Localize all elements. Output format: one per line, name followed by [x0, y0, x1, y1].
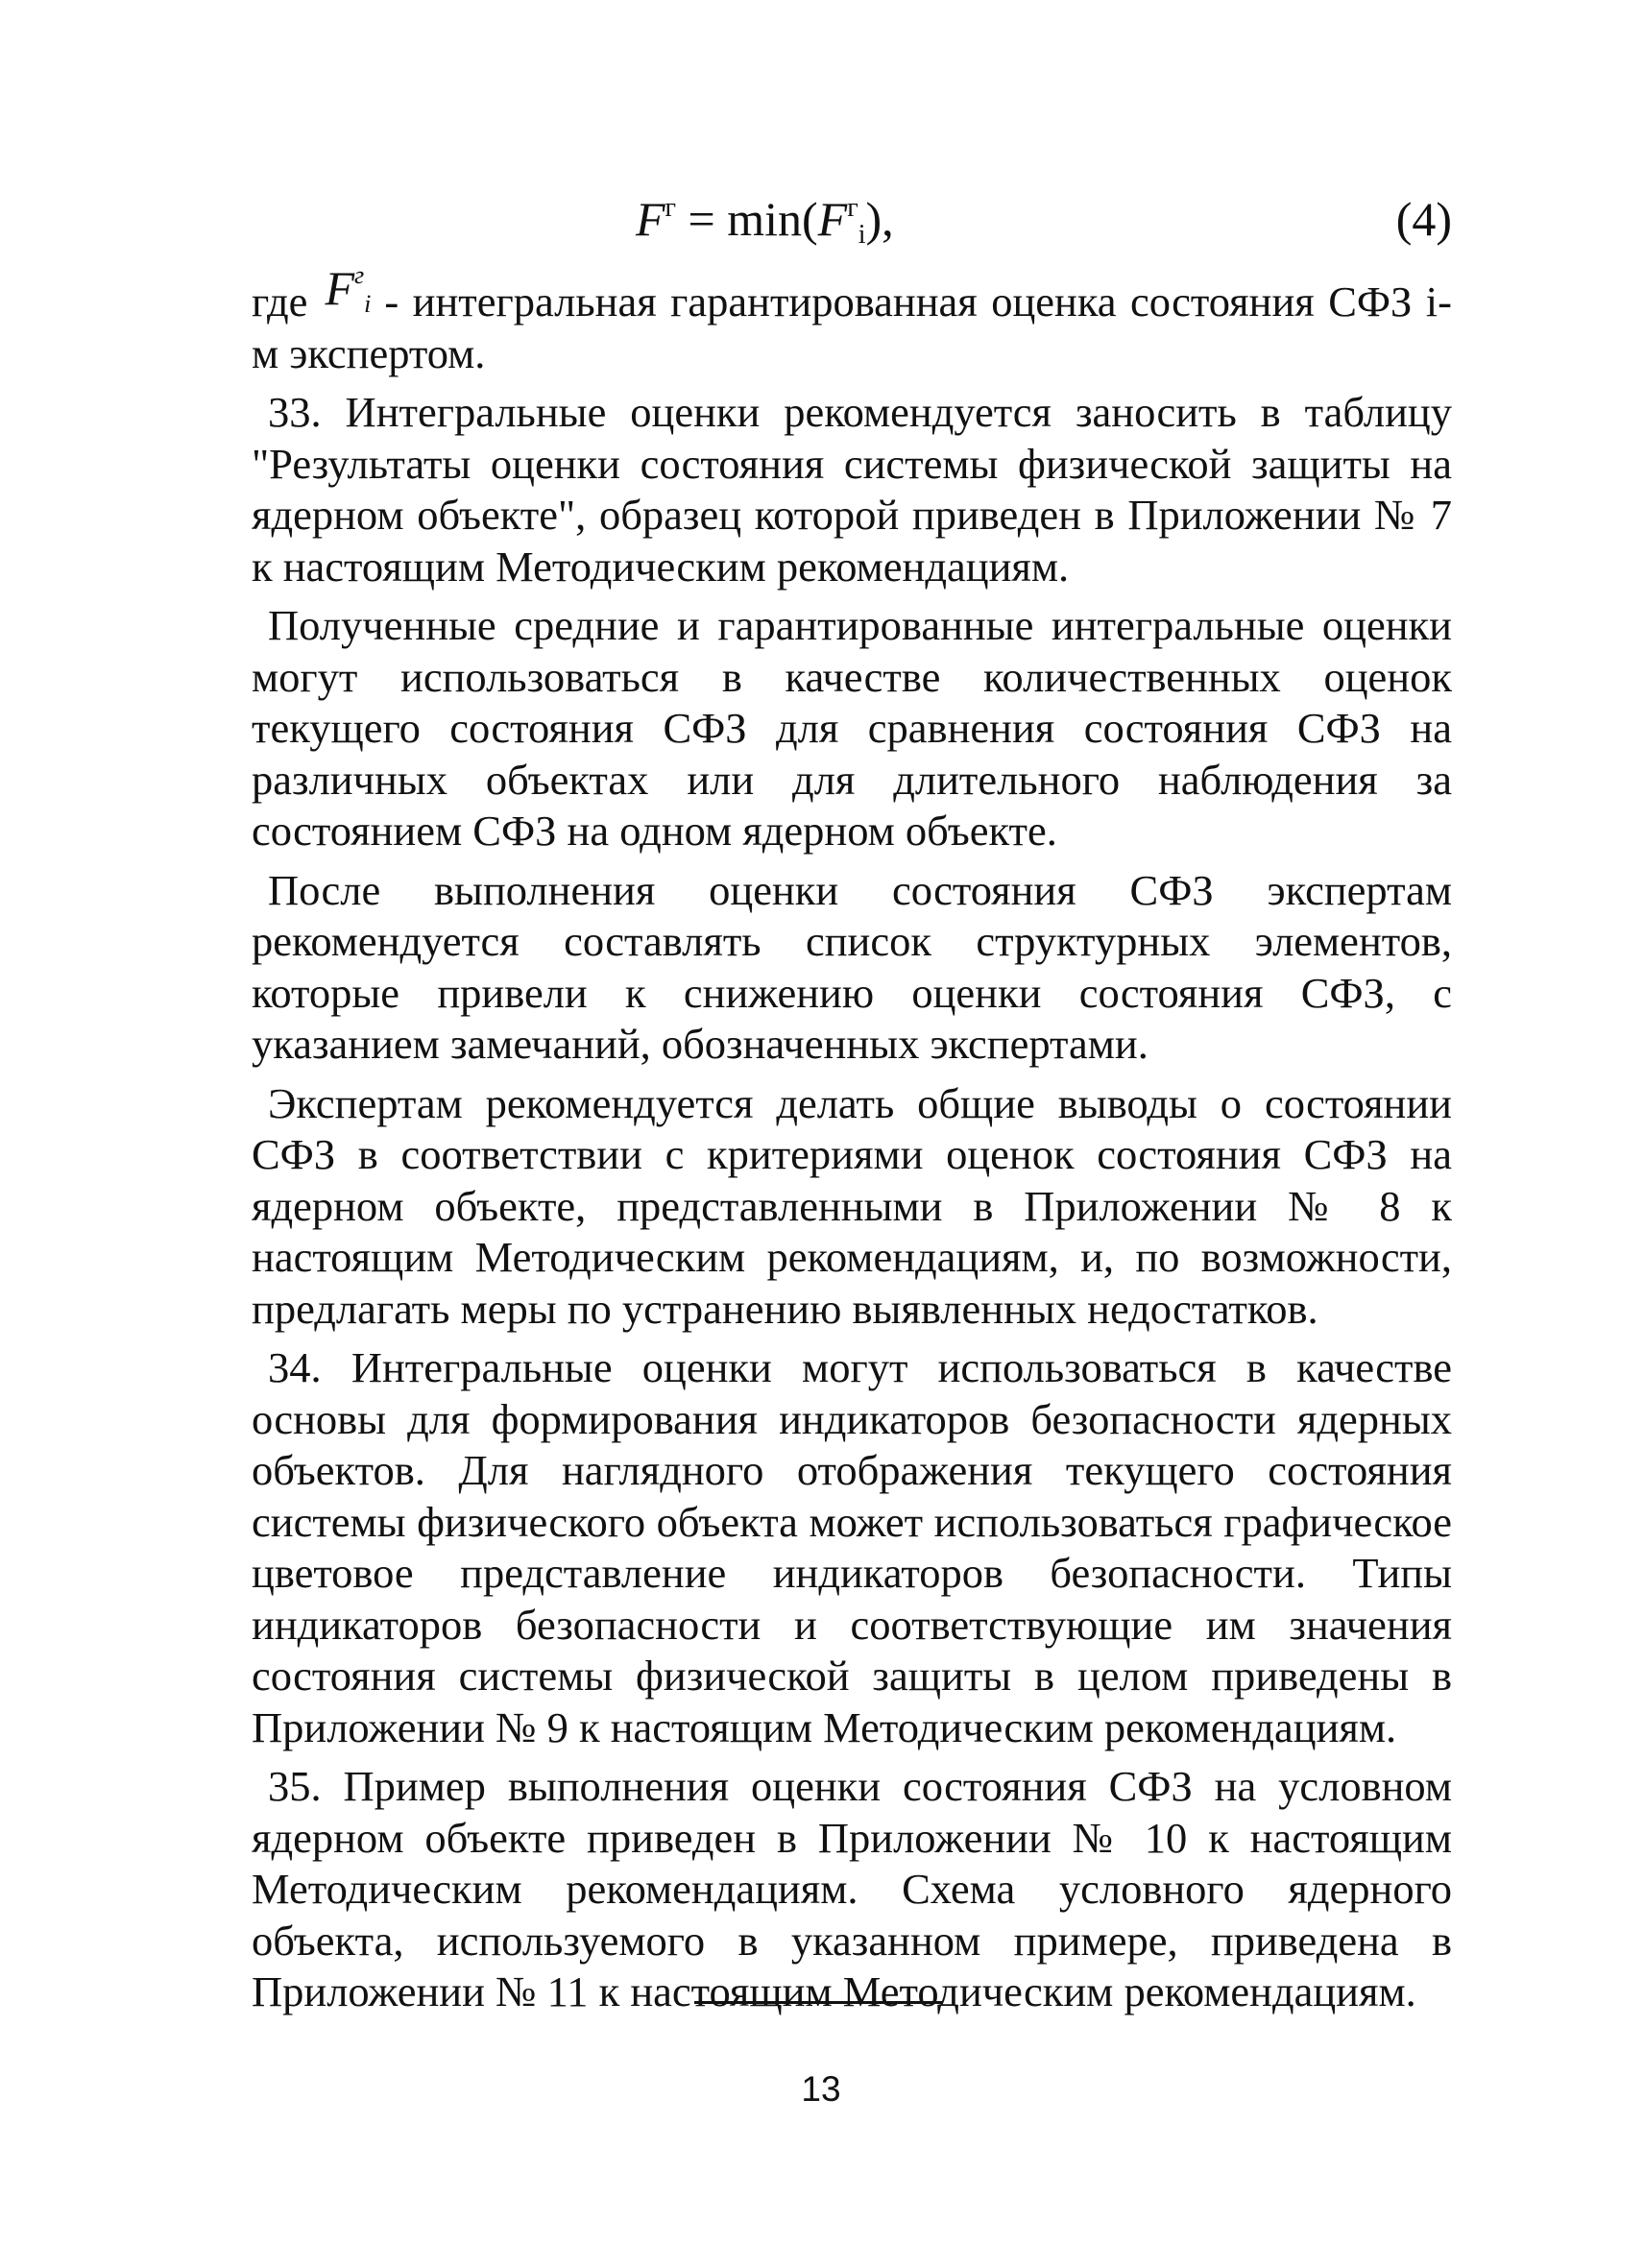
- page-number: 13: [801, 2069, 841, 2109]
- formula-lhs-sup: г: [665, 193, 677, 223]
- equation-number: (4): [1395, 192, 1452, 246]
- formula-4: [636, 181, 894, 257]
- formula-lhs-var: F: [636, 192, 665, 246]
- footer-divider: [694, 2001, 942, 2004]
- formula-close: ),: [865, 192, 894, 246]
- formula-arg-var: F: [817, 192, 848, 246]
- paragraph-conclusions: Экспертам рекомендуется делать общие выводы о состоянии СФЗ в соответствии с критериями оценок состояния СФЗ на ядерном объекте, представленными в Приложении № 8 к настоящим Методическим рекомендациям, и, по возможности, предлагать меры по устранению выявленных недостатков.: [252, 1078, 1452, 1333]
- where-var-sub: i: [364, 290, 372, 318]
- body-text: [252, 261, 1452, 2018]
- formula-arg-sub: i: [858, 220, 866, 250]
- formula-func: min(: [727, 192, 818, 246]
- paragraph-average-estimates: Полученные средние и гарантированные интегральные оценки могут использоваться в качестве количественных оценок текущего состояния СФЗ для сравнения состояния СФЗ на различных объектах или для длительного наблюдения за состоянием СФЗ на одном ядерном объекте.: [252, 601, 1452, 855]
- formula-arg-sup: г: [847, 193, 858, 223]
- where-text: - интегральная гарантированная оценка состояния СФЗ i-м экспертом.: [252, 277, 1452, 377]
- paragraph-34: 34. Интегральные оценки могут использоваться в качестве основы для формирования индикаторов безопасности ядерных объектов. Для наглядного отображения текущего состояния системы физического объекта может использоваться графическое цветовое представление индикаторов безопасности. Типы индикаторов безопасности и соответствующие им значения состояния системы физической защиты в целом приведены в Приложении № 9 к настоящим Методическим рекомендациям.: [252, 1343, 1452, 1751]
- where-variable: [325, 261, 372, 318]
- where-clause: [252, 261, 1452, 379]
- paragraph-structural-elements: После выполнения оценки состояния СФЗ экспертам рекомендуется составлять список структурных элементов, которые привели к снижению оценки состояния СФЗ, с указанием замечаний, обозначенных экспертами.: [252, 865, 1452, 1068]
- paragraph-33: 33. Интегральные оценки рекомендуется заносить в таблицу "Результаты оценки состояния системы физической защиты на ядерном объекте", образец которой приведен в Приложении № 7 к настоящим Методическим рекомендациям.: [252, 388, 1452, 591]
- formula-row: [252, 181, 1452, 257]
- paragraph-35: 35. Пример выполнения оценки состояния СФЗ на условном ядерном объекте приведен в Приложении № 10 к настоящим Методическим рекомендациям. Схема условного ядерного объекта, используемого в указанном примере, приведена в Приложении № 11 к настоящим Методическим рекомендациям.: [252, 1762, 1452, 2015]
- where-var: F: [325, 261, 354, 315]
- formula-equals: =: [676, 192, 728, 246]
- where-var-sup: г: [353, 261, 365, 289]
- where-prefix: где: [252, 277, 308, 326]
